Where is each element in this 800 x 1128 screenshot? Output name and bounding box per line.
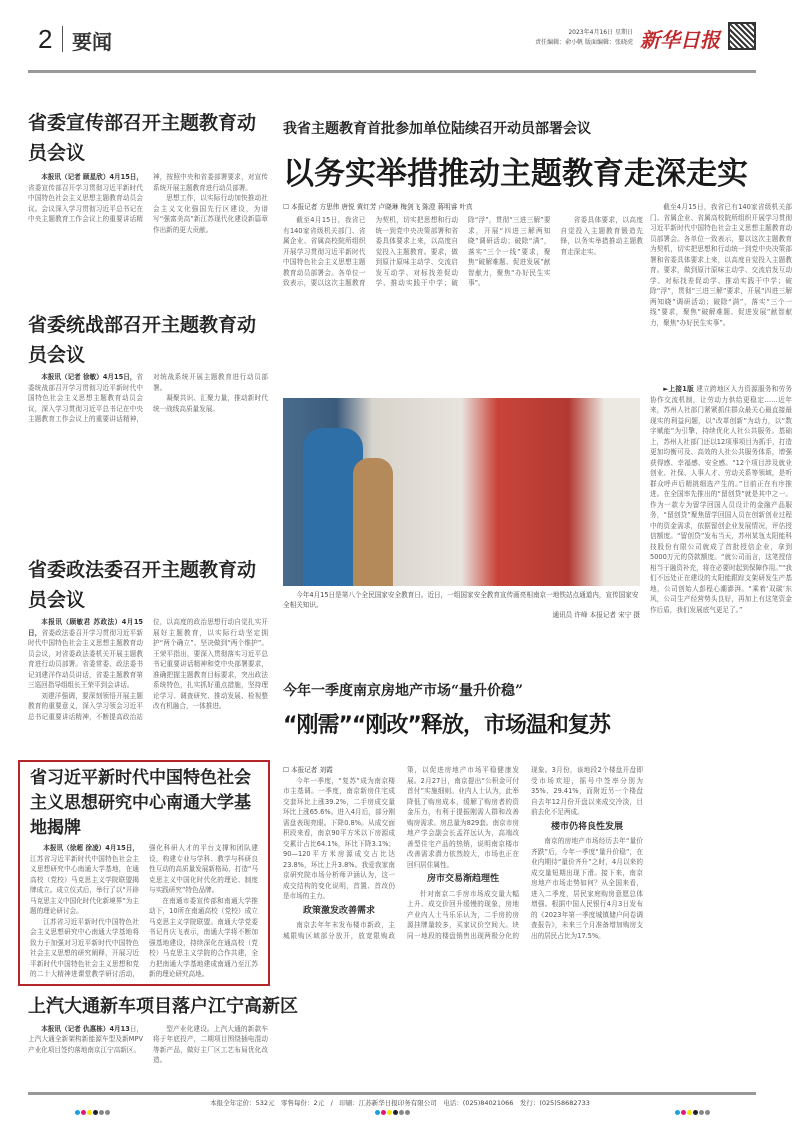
byline: 本报讯（记者 徐敏）4月15日， bbox=[41, 373, 137, 381]
body-text: 在南通市委宣传部和南通大学推动下，10所在南通高校（党校）成立马克思主义学院联盟。南通大学党委书记肖庆飞表示，南通大学将不断加强基地建设，持续深化在通高校（党校）马克思主义学院的合作共建，全力把南通大学基地建成南通乃至江苏新的理论研究高地。 bbox=[149, 896, 258, 978]
divider bbox=[62, 26, 63, 52]
news-photo bbox=[283, 398, 640, 586]
color-registration-marks bbox=[75, 1110, 110, 1115]
boxed-article bbox=[18, 760, 270, 986]
continued-marker: ►上接1版 bbox=[663, 385, 694, 393]
body-text: 江苏省习近平新时代中国特色社会主义思想研究中心南通大学基地将致力于加强对习近平新时代中国特色社会主义思想的研究阐释，开展习近平新时代中国特色社会主义思想和党的二十大精神进课堂教学研讨活动，强化科研人才的平台支撑和团队建设，构建专业与学科、教学与科研良性互动的高质量发展新格局，打造“马克思主义中国化时代化的理论、制度与实践研究”特色品牌。 bbox=[30, 844, 258, 978]
header-rule bbox=[28, 70, 756, 73]
subheading: 政策激发改善需求 bbox=[302, 905, 375, 916]
issue-date: 2023年4月16日 星期日 bbox=[568, 29, 633, 36]
subheading: 房市交易渐趋理性 bbox=[426, 874, 499, 884]
byline: 本报讯（徐超 徐凌）4月15日， bbox=[43, 844, 139, 852]
caption-text: 今年4月15日是第八个全民国家安全教育日。近日，一组国家安全教育宣传画亮相南京一地铁站点通道内，宣传国家安全相关知识。 bbox=[283, 591, 639, 609]
lower-left-stack bbox=[18, 760, 298, 1090]
body-text: 省委宣传部召开学习贯彻习近平新时代中国特色社会主义思想主题教育动员会议。会议深入学习贯彻习近平总书记在中央主题教育工作会议上的重要讲话精神，按照中央和省委部署要求，对宣传系统开展主题教育进行动员部署。 bbox=[28, 173, 268, 223]
byline: 本报讯（记者 仇惠栋）4月13 bbox=[41, 1024, 130, 1033]
page-number: 2 bbox=[38, 24, 53, 54]
body-text: 截至4月15日，我省已有140家省级机关部门、省属企业、省属高校院所组织开展学习贯彻习近平新时代中国特色社会主义思想主题教育动员部署会。各单位一致表示，要以这次主题教育为契机，切实把思想和行动统一到党中央决策部署和省委具体要求上来，以高度自觉投入主题教育。要求，做到原汁原味主动学、交流启发互动学、对标找差促动学、推动实践干中学；破除“浮”，贯彻“三进三解”要求，开展“四进三解两知晓”调研活动；破除“满”，落实“三个一线”要求，聚焦“破解难题、促进发展”献智献力，聚焦“办好民生实事”。 bbox=[650, 203, 792, 327]
byline: 本报记者 刘霞 bbox=[291, 766, 333, 774]
color-registration-marks bbox=[375, 1110, 410, 1115]
subheading: 楼市仍将良性发展 bbox=[550, 821, 623, 832]
footer-rule bbox=[28, 1092, 756, 1095]
body-text: 型产业化建设。上汽大通的新款车将于年底投产，二期项目围绕插电混动等新产品，做好主厂区工艺布局优化改造。 bbox=[153, 1024, 268, 1064]
article-body-3 bbox=[28, 617, 268, 755]
main-body bbox=[283, 215, 643, 385]
body-text: 针对南京二手房市场成交量大幅上升、成交价回升缓慢的现象，房地产业内人士马乐乐认为，二手房的房源挂牌量较多，买家议价空间大。块同一地段的楼盘销售出现两极分化的现象。3月份，该地段2个楼盘开盘即受市场欢迎，摇号中签率分别为35%、29.41%，而附近另一个楼盘自去年12月份开盘以来成交冷淡，目前去化不足两成。 bbox=[407, 766, 643, 940]
byline: 本报讯（顾敏君 苏政法）4月15日， bbox=[28, 618, 143, 637]
body-text: 南京去年年末发布楼市新政，主城限购区域部分放开，放宽限购政策，以促进房地产市场平稳健康发展。2月27日，南京提出“公积金可付首付”实施细则。业内人士认为，此举降低了购房成本，缓解了购房者的资金压力，有利于提振刚需人群和改善购房需求。房总量为829套。南京市房地产学会副会长孟祥远认为，高端改善型住宅产品的热销，说明南京楼市改善需求潜力依然较大，市场也正在回归居住属性。 bbox=[283, 766, 519, 940]
issue-meta bbox=[515, 28, 633, 48]
article-body-saic bbox=[28, 1024, 268, 1091]
main-headline: 以务实举措推动主题教育走深走实 bbox=[283, 156, 748, 192]
body-text: 思想工作，以实际行动加快推动社会主义文化强国先行区建设，为谱写“强富美高”新江苏现代化建设新篇章作出新的更大贡献。 bbox=[153, 194, 268, 234]
section-title: 要闻 bbox=[72, 30, 112, 54]
body-text: 刘建洋强调，要深刻领悟开展主题教育的重要意义，深入学习领会习近平总书记重要讲话精神，不断提高政治站位，以高度的政治思想行动自觉扎实开展好主题教育，以实际行动坚定拥护“两个确立”、坚决做到“两个维护”。王荣平指出，要深入贯彻落实习近平总书记重要讲话精神和党中央部署要求，准确把握主题教育目标要求，突出政法系统特色，扎实抓好重点措施，坚持理论学习、调查研究、推动发展、检视整改有机融合，一体推进。 bbox=[28, 618, 268, 721]
article-title-2: 省委统战部召开主题教育动员会议 bbox=[28, 314, 257, 366]
article-title-3: 省委政法委召开主题教育动员会议 bbox=[28, 559, 257, 611]
body-text: 省委统战部召开学习贯彻习近平新时代中国特色社会主义思想主题教育动员会议，深入学习贯彻习近平总书记在中央主题教育工作会议上的重要讲话精神，对统战系统开展主题教育进行动员部署。 bbox=[28, 373, 268, 423]
photo-credit: 通讯员 许峰 本报记者 宋宁 摄 bbox=[552, 611, 640, 619]
body-text: 省委政法委召开学习贯彻习近平新时代中国特色社会主义思想主题教育动员会议，对省委政法委机关开展主题教育进行动员部署。省委常委、政法委书记刘建洋作动员讲话，省委主题教育第三巡回指导组组长王荣平到会讲话。 bbox=[28, 628, 144, 689]
body-text: 截至4月15日，我省已有140家省级机关部门、省属企业、省属高校院所组织开展学习贯彻习近平新时代中国特色社会主义思想主题教育动员部署会。各单位一致表示，要以这次主题教育为契机，切实把思想和行动统一到党中央决策部署和省委具体要求上来，以高度自觉投入主题教育。要求，做到原汁原味主动学、交流启发互动学、对标找差促动学、推动实践干中学；破除“浮”，贯彻“三进三解”要求，开展“四进三解两知晓”调研活动；破除“满”，落实“三个一线”要求，聚焦“破解难题、促进发展”献智献力，聚焦“办好民生实事”。 bbox=[283, 216, 551, 287]
boxed-title: 省习近平新时代中国特色社会主义思想研究中心南通大学基地揭牌 bbox=[30, 768, 251, 838]
body-text: 凝聚共识、汇聚力量，推动新时代统一战线高质量发展。 bbox=[153, 394, 268, 413]
main-kicker: 我省主题教育首批参加单位陆续召开动员部署会议 bbox=[283, 121, 591, 137]
article-title: 省委宣传部召开主题教育动员会议 bbox=[28, 112, 257, 164]
side-article bbox=[650, 202, 792, 1085]
body-text: 省委具体要求，以高度自觉投入主题教育锻造先锋，以务实举措推动主题教育走深走实。 bbox=[560, 216, 643, 256]
article-body-1 bbox=[28, 172, 268, 300]
byline: 本报讯（记者 顾星欣）4月15日， bbox=[41, 173, 143, 181]
body-text: 南京的房地产市场经历去年“量价齐跌”后，今年一季度“量升价稳”，在业内期待“量价齐升”之时，4月以来的成交量短期出现下滑。接下来，南京房地产市场走势如何？从全国来看，进入二季度，居民家庭购房意愿总体增强。根据中国人民银行4月3日发布的《2023年第一季度城镇储户问卷调查报告》，未来三个月准备增加购房支出的居民占比为17.5%。 bbox=[531, 837, 643, 940]
byline: 本报记者 方思伟 唐悦 黄红芳 卢晓琳 梅剑飞 陈澄 蒋明睿 叶真 bbox=[291, 203, 473, 211]
housing-kicker: 今年一季度南京房地产市场“量升价稳” bbox=[283, 683, 524, 699]
qr-code-icon bbox=[728, 22, 756, 50]
photo-caption bbox=[283, 590, 640, 620]
housing-headline: “刚需”“刚改”释放，市场温和复苏 bbox=[283, 713, 610, 738]
newspaper-logo: 新华日报 bbox=[640, 28, 720, 52]
housing-body: ☐ 本报记者 刘霞 今年一季度，“复苏”成为南京楼市主基调。一季度，南京新房住宅成交套环比上涨39.2%，二手房成交量环比上涨65.6%。进入4月后，部分刚需盘表现亮眼。下降0.8%。从成交面积段来看，南京90平方米以下房源成交累计占比64.1%，环比下降3.1%；90—120平方米房源成交占比达23.8%，环比上升3.8%。我爱我家南京研究院市场分析师尹涵认为，这一成交结构的变化说明，首置、首改仍是市场的主力。 政策激发改善需求 南京去年年末发布楼市新政，主城限购区域部分放开，放宽限购政策，以促进房地产市场平稳健康发展。2月27日，南京提出“公积金可付首付”实施细则。业内人士认为，此举降低了购房成本，缓解了购房者的资金压力，有利于提振刚需人群和改善购房需求。房总量为829套。南京市房地产学会副会长孟祥远认为，高端改善型住宅产品的热销，说明南京楼市改善需求潜力依然较大，市场也正在回归居住属性。 房市交易渐趋理性 针对南京二手房市场成交量大幅上升、成交价回升缓慢的现象，房地产业内人士马乐乐认为，二手房的房源挂牌量较多，买家议价空间大。块同一地段的楼盘销售出现两极分化的现象。3月份，该地段2个楼盘开盘即受市场欢迎，摇号中签率分别为35%、29.41%，而附近另一个楼盘自去年12月份开盘以来成交冷淡，目前去化不足两成。 楼市仍将良性发展 南京的房地产市场经历去年“量价齐跌”后，今年一季度“量升价稳”，在业内期待“量价齐升”之时，4月以来的成交量短期出现下滑。接下来，南京房地产市场走势如何？从全国来看，进入二季度，居民家庭购房意愿总体增强。根据中国人民银行4月3日发布的《2023年第一季度城镇储户问卷调查报告》，未来三个月准备增加购房支出的居民占比为17.5%。 bbox=[283, 766, 643, 940]
article-body-2 bbox=[28, 372, 268, 547]
main-byline: ☐ 本报记者 方思伟 唐悦 黄红芳 卢晓琳 梅剑飞 陈澄 蒋明睿 叶真 bbox=[283, 203, 473, 211]
body-text: 今年一季度，“复苏”成为南京楼市主基调。一季度，南京新房住宅成交套环比上涨39.2%，二手房成交量环比上涨65.6%。进入4月后，部分刚需盘表现亮眼。下降0.8%。从成交面积段来看，南京90平方米以下房源成交累计占比64.1%，环比下降3.1%；90—120平方米房源成交占比达23.8%，环比上升3.8%。我爱我家南京研究院市场分析师尹涵认为，这一成交结构的变化说明，首置、首改仍是市场的主力。 bbox=[283, 776, 395, 900]
article-title-saic: 上汽大通新车项目落户江宁高新区 bbox=[28, 995, 298, 1017]
body-text: 日，上汽大通全新架构新能源车型及新MPV产业化项目签约落地南京江宁高新区。 bbox=[28, 1024, 144, 1054]
body-text: 江苏省习近平新时代中国特色社会主义思想研究中心南通大学基地，在通高校（党校）马克思主义学院联盟揭牌成立。成立仪式后，举行了以“开辟马克思主义中国化时代化新境界”为主题的理论研讨会。 bbox=[30, 854, 139, 915]
footer-info: 本报全年定价：532元 零售每份：2元 / 印刷：江苏新华日报印务有限公司 电话：(025)84021066 发行：(025)58682733 bbox=[210, 1099, 590, 1107]
editors: 责任编辑：俞小帆 版面编辑：张晓虎 bbox=[535, 39, 633, 46]
boxed-body bbox=[20, 843, 268, 980]
color-registration-marks bbox=[675, 1110, 710, 1115]
body-text: 建立跨地区人力资源服务和劳务协作交流机制，让劳动力供给更稳定……近年来，苏州人社部门紧紧抓住群众最关心最直接最现实的利益问题，以“改革创新”为动力，以“数字赋能”为引擎，持续优化人社公共服务。基础上，苏州人社部门还以12项事项目为抓手，打造更加均衡可及、高效的人社公共服务体系，增强获得感、幸福感、安全感。“12个项目涉及就业创业、社保、人事人才、劳动关系等领域，是听群众呼声后精挑细选产生的。”目前正在有序推进。在全国率先推出的“留创贷”就是其中之一。作为一款专为留学回国人员设计的金融产品服务，“留创贷”聚焦留学回国人员在创新创业过程中的资金需求，依据留创企业发展情况，评估授信额度。“留创贷”发布当天，苏州某瓴太阳能科技股份有限公司就成了首批授信企业，拿到5000万元的贷款额度。“就公司而言，这笔授信相当于融资补充，将在必要时起到保障作用。”“我们不远处正在建设的太阳能跟踪支架研发生产基地，公司创始人彭程心潮澎湃。“乘着‘双碳’东风，公司生产经营势头良好，再加上有这笔资金作后盾，我们发展底气更足了。” bbox=[650, 385, 792, 614]
